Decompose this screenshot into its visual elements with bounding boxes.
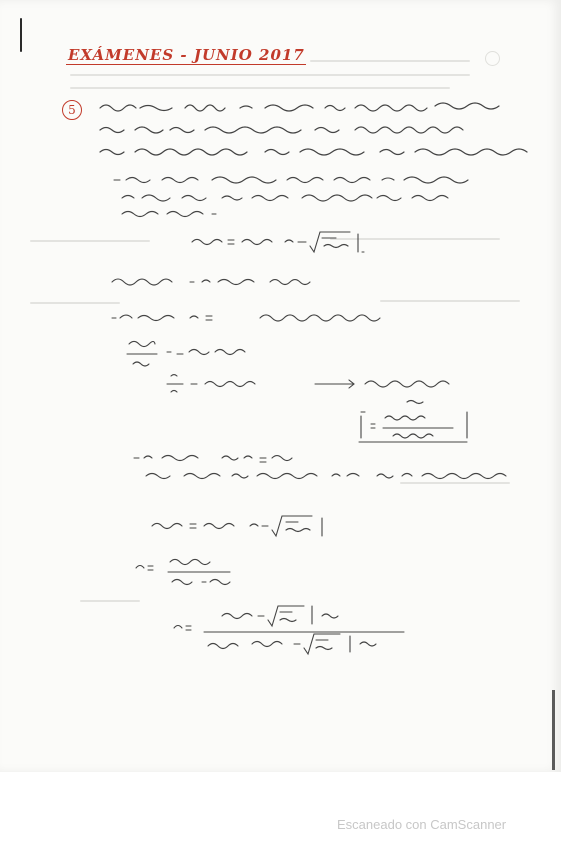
energy-line-handwriting bbox=[110, 308, 410, 328]
equation-2-handwriting bbox=[150, 512, 370, 542]
show-through-line bbox=[70, 87, 450, 89]
show-through-line bbox=[70, 74, 470, 76]
show-through-circle bbox=[485, 51, 500, 66]
boxed-result-handwriting bbox=[355, 398, 475, 450]
title-underline bbox=[66, 64, 306, 65]
efficiency-handwriting bbox=[132, 554, 292, 590]
derivative-result-handwriting bbox=[165, 370, 475, 400]
note-handwriting bbox=[132, 450, 542, 486]
margin-mark bbox=[20, 18, 22, 52]
problem-number: 5 bbox=[68, 103, 76, 117]
explanation-handwriting bbox=[112, 172, 532, 218]
show-through-line bbox=[30, 302, 120, 304]
problem-statement-handwriting bbox=[95, 100, 550, 170]
show-through-line bbox=[30, 240, 150, 242]
final-equation-handwriting bbox=[172, 600, 442, 656]
show-through-line bbox=[80, 600, 140, 602]
page-edge-shadow bbox=[552, 690, 555, 770]
derivative-handwriting bbox=[125, 336, 265, 372]
camscanner-watermark: Escaneado con CamScanner bbox=[337, 817, 507, 832]
equation-1-handwriting bbox=[190, 228, 430, 260]
condition-handwriting bbox=[110, 272, 350, 292]
page-title: EXÁMENES - JUNIO 2017 bbox=[68, 46, 305, 64]
show-through-line bbox=[380, 300, 520, 302]
problem-number-circle bbox=[62, 100, 82, 120]
show-through-line bbox=[310, 60, 470, 62]
